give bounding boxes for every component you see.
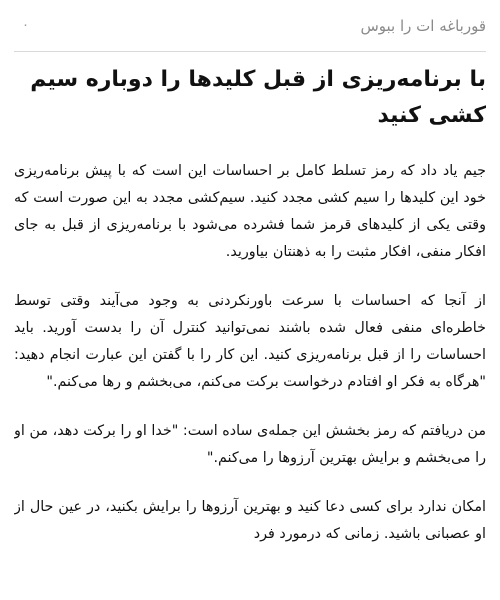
section-heading: با برنامه‌ریزی از قبل کلیدها را دوباره سیم کشی کنید [30, 67, 486, 128]
paragraph: جیم یاد داد که رمز تسلط کامل بر احساسات این است که با پیش برنامه‌ریزی خود این کلیدها را سیم کشی مجدد کنید. سیم‌کشی مجدد به این صورت است که وقتی یکی از کلیدهای قرمز شما فشرده می‌شود با برنامه‌ریزی از قبل به جای افکار منفی، افکار مثبت را به ذهنتان بیاورید. [14, 163, 486, 260]
paragraph: امکان ندارد برای کسی دعا کنید و بهترین آرزوها را برایش بکنید، در عین حال از او عصبانی باشید. زمانی که درمورد فرد [14, 499, 486, 542]
page-marker: ۰ [22, 18, 29, 33]
paragraph: من دریافتم که رمز بخشش این جمله‌ی ساده است: "خدا او را برکت دهد، من او را می‌بخشم و برایش بهترین آرزوها را می‌کنم." [14, 423, 486, 466]
article-content [14, 62, 486, 600]
paragraph: از آنجا که احساسات با سرعت باورنکردنی به وجود می‌آیند وقتی توسط خاطره‌ای منفی فعال شده باشند نمی‌توانید کنترل آن را بدست آورید. باید احساسات را از قبل برنامه‌ریزی کنید. این کار را با گفتن این عبارت انجام دهید: "هرگاه به فکر او افتادم درخواست برکت می‌کنم، می‌بخشم و رها می‌کنم." [14, 293, 486, 390]
page-header [14, 0, 486, 52]
book-title: قورباغه ات را ببوس [360, 16, 486, 35]
